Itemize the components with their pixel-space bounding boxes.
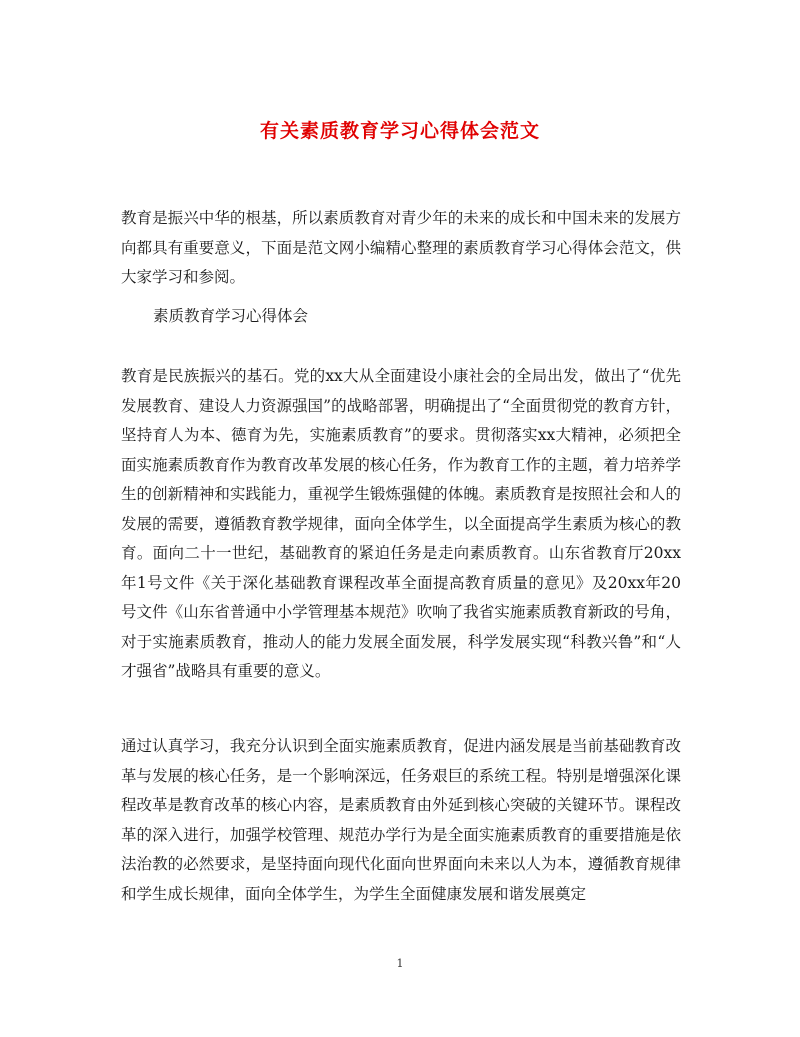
body-paragraph-1: 教育是民族振兴的基石。党的xx大从全面建设小康社会的全局出发，做出了“优先发展教育、建设人力资源强国”的战略部署，明确提出了“全面贯彻党的教育方针，坚持育人为本、德育为先，实施素质教育”的要求。贯彻落实xx大精神，必须把全面实施素质教育作为教育改革发展的核心任务，作为教育工作的主题，着力培养学生的创新精神和实践能力，重视学生锻炼强健的体魄。素质教育是按照社会和人的发展的需要，遵循教育教学规律，面向全体学生，以全面提高学生素质为核心的教育。面向二十一世纪，基础教育的紧迫任务是走向素质教育。山东省教育厅20xx年1号文件《关于深化基础教育课程改革全面提高教育质量的意见》及20xx年20号文件《山东省普通中小学管理基本规范》吹响了我省实施素质教育新政的号角，对于实施素质教育，推动人的能力发展全面发展，科学发展实现“科教兴鲁”和“人才强省”战略具有重要的意义。	[121, 367, 681, 680]
body-paragraph-2: 通过认真学习，我充分认识到全面实施素质教育，促进内涵发展是当前基础教育改革与发展的核心任务，是一个影响深远，任务艰巨的系统工程。特别是增强深化课程改革是教育改革的核心内容，是素质教育由外延到核心突破的关键环节。课程改革的深入进行，加强学校管理、规范办学行为是全面实施素质教育的重要措施是依法治教的必然要求，是坚持面向现代化面向世界面向未来以人为本，遵循教育规律和学生成长规律，面向全体学生，为学生全面健康发展和谐发展奠定	[121, 737, 681, 903]
section-subheading: 素质教育学习心得体会	[153, 307, 309, 325]
page-number: 1	[396, 957, 404, 970]
document-title: 有关素质教育学习心得体会范文	[259, 120, 540, 142]
intro-paragraph: 教育是振兴中华的根基，所以素质教育对青少年的未来的成长和中国未来的发展方向都具有重要意义，下面是范文网小编精心整理的素质教育学习心得体会范文，供大家学习和参阅。	[121, 209, 681, 286]
